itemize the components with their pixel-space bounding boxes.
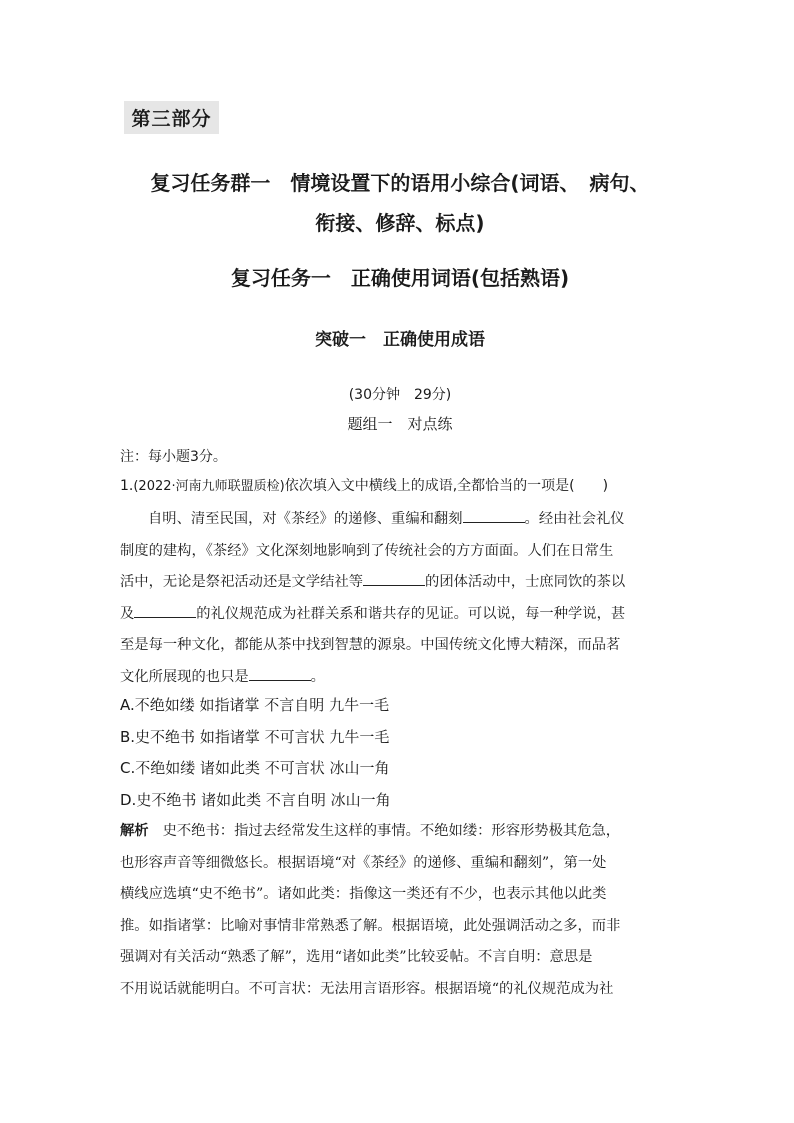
time-score-line: (30分钟 29分): [348, 387, 452, 403]
passage-line: [120, 599, 680, 631]
section-group-title-line2: 衔接、修辞、标点): [315, 211, 485, 235]
analysis-line: 强调对有关活动“熟悉了解”，选用“诸如此类”比较妥帖。不言自明：意思是: [120, 949, 593, 965]
analysis-line: 推。如指诸掌：比喻对事情非常熟悉了解。根据语境，此处强调活动之多，而非: [120, 917, 621, 934]
passage-text: 的团体活动中，士庶同饮的茶以: [425, 574, 626, 590]
breakthrough-title: 突破一 正确使用成语: [315, 330, 485, 350]
section-group-title: [120, 163, 680, 243]
question-1-stem: [120, 475, 680, 495]
option-d: D.史不绝书 诸如此类 不言自明 冰山一角: [120, 790, 391, 809]
option-a: A.不绝如缕 如指诸掌 不言自明 九牛一毛: [120, 696, 390, 714]
passage-text: 制度的建构，《茶经》文化深刻地影响到了传统社会的方方面面。人们在日常生: [120, 542, 614, 559]
passage-text: 及: [120, 605, 135, 622]
passage-text: 。经由社会礼仪: [524, 511, 625, 527]
passage-line: [120, 504, 680, 536]
fill-blank-4: [249, 666, 311, 681]
analysis-section: [120, 816, 680, 1005]
question-passage: [120, 504, 680, 693]
fill-blank-1: [463, 508, 525, 523]
passage-text: 的礼仪规范成为社群关系和谐共存的见证。可以说，每一种学说，甚: [196, 605, 626, 622]
fill-blank-2: [363, 571, 425, 586]
passage-line: [120, 630, 680, 662]
passage-text: 自明、清至民国，对《茶经》的递修、重编和翻刻: [148, 511, 463, 527]
passage-text: 活中，无论是祭祀活动还是文学结社等: [120, 574, 364, 590]
section-group-title-line1: 复习任务群一 情境设置下的语用小综合(词语、 病句、: [150, 171, 650, 195]
option-b: B.史不绝书 如指诸掌 不可言状 九牛一毛: [120, 727, 390, 746]
option-c: C.不绝如缕 诸如此类 不可言状 冰山一角: [120, 759, 390, 777]
scoring-note: 注：每小题3分。: [120, 449, 227, 465]
passage-text: 文化所展现的也只是: [120, 668, 249, 685]
passage-line: [120, 567, 680, 599]
analysis-line: [120, 816, 680, 848]
analysis-line: 横线应选填“史不绝书”。诸如此类：指像这一类还有不少，也表示其他以此类: [120, 886, 607, 902]
question-source: (2022·河南九师联盟质检): [133, 479, 285, 494]
analysis-label: 解析: [120, 823, 149, 839]
part-label: 第三部分: [124, 101, 219, 134]
passage-text: 。: [310, 668, 325, 685]
question-number: 1.: [120, 478, 134, 494]
question-text: 依次填入文中横线上的成语,全都恰当的一项是( ): [284, 478, 609, 494]
task-title: 复习任务一 正确使用词语(包括熟语): [230, 266, 570, 290]
passage-line: [120, 536, 680, 568]
analysis-text: 史不绝书：指过去经常发生这样的事情。不绝如缕：形容形势极其危急，: [162, 823, 621, 839]
answer-options: [120, 690, 680, 816]
passage-text: 至是每一种文化，都能从茶中找到智慧的源泉。中国传统文化博大精深，而品茗: [120, 637, 621, 653]
analysis-line: 也形容声音等细微悠长。根据语境“对《茶经》的递修、重编和翻刻”，第一处: [120, 854, 607, 871]
analysis-line: 不用说话就能明白。不可言状：无法用言语形容。根据语境“的礼仪规范成为社: [120, 980, 614, 997]
fill-blank-3: [134, 603, 196, 618]
passage-line: [120, 662, 680, 694]
question-group-heading: 题组一 对点练: [347, 415, 453, 433]
